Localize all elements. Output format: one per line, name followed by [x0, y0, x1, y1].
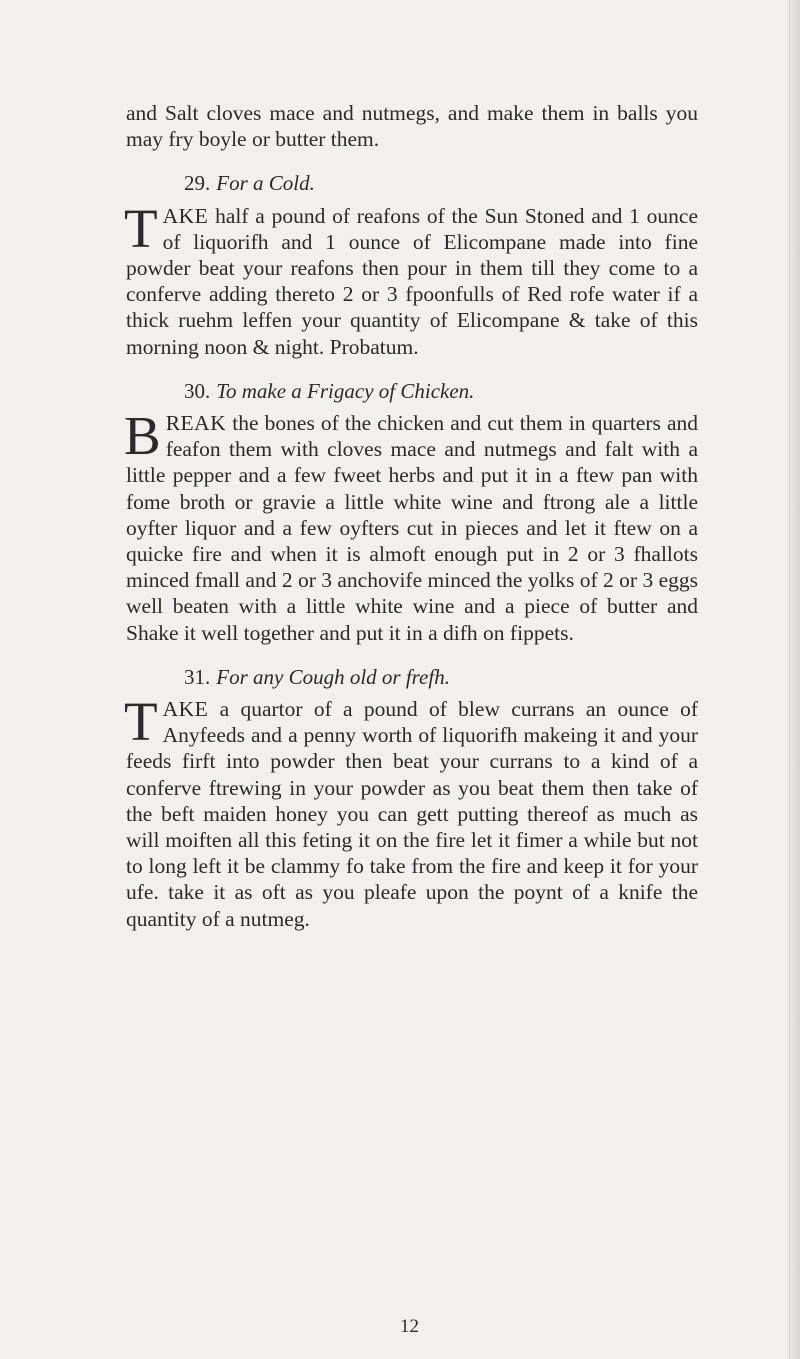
drop-cap: T — [124, 197, 158, 259]
recipe-30 — [126, 378, 698, 646]
recipe-text: half a pound of reafons of the Sun Stoned and 1 ounce of liquorifh and 1 ounce of Elicompane made into fine powder beat your reafons then pour in them till they come to a conferve adding thereto 2 or 3 fpoonfulls of Red rofe water if a thick ruehm leffen your quantity of Elicompane & take of this morning noon & night. Probatum. — [126, 203, 698, 359]
recipe-title: To make a Frigacy of Chicken. — [216, 378, 475, 403]
lead-word: REAK — [165, 411, 227, 436]
page-edge-shadow — [786, 0, 800, 1359]
recipe-heading — [126, 170, 698, 196]
page-text — [126, 100, 698, 932]
recipe-number: 31. — [184, 664, 211, 689]
recipe-title: For any Cough old or frefh. — [216, 664, 450, 689]
recipe-number: 29. — [184, 171, 211, 196]
recipe-body — [124, 691, 698, 932]
page-number: 12 — [400, 1316, 419, 1337]
recipe-number: 30. — [184, 378, 211, 403]
lead-word: AKE — [162, 697, 209, 722]
recipe-title: For a Cold. — [216, 171, 315, 196]
lead-word: AKE — [162, 203, 209, 228]
recipe-29 — [126, 170, 698, 359]
recipe-body — [124, 197, 698, 360]
recipe-31 — [126, 664, 698, 932]
recipe-heading — [126, 378, 698, 404]
recipe-heading — [126, 664, 698, 690]
intro-paragraph: and Salt cloves mace and nutmegs, and make them in balls you may fry boyle or butter them. — [126, 101, 698, 152]
drop-cap: T — [124, 691, 158, 753]
recipe-body — [124, 405, 698, 646]
drop-cap: B — [124, 405, 161, 467]
recipe-text: a quartor of a pound of blew currans an ounce of Anyfeeds and a penny worth of liquorifh makeing it and your feeds firft into powder then beat your currans to a kind of a conferve ftrewing in your powder as you beat them then take of the beft maiden honey you can gett putting thereof as much as will moiften all this feting it on the fire let it fimer a while but not to long left it be clammy fo take from the fire and keep it for your ufe. take it as oft as you pleafe upon the poynt of a knife the quantity of a nutmeg. — [126, 697, 698, 931]
recipe-text: the bones of the chicken and cut them in quarters and feafon them with cloves mace and nutmegs and falt with a little pepper and a few fweet herbs and put it in a ftew pan with fome broth or gravie a little white wine and ftrong ale a little oyfter liquor and a few oyfters cut in pieces and let it ftew on a quicke fire and when it is almoft enough put in 2 or 3 fhallots minced fmall and 2 or 3 anchovife minced the yolks of 2 or 3 eggs well beaten with a little white wine and a piece of butter and Shake it well together and put it in a difh on fippets. — [126, 411, 698, 645]
